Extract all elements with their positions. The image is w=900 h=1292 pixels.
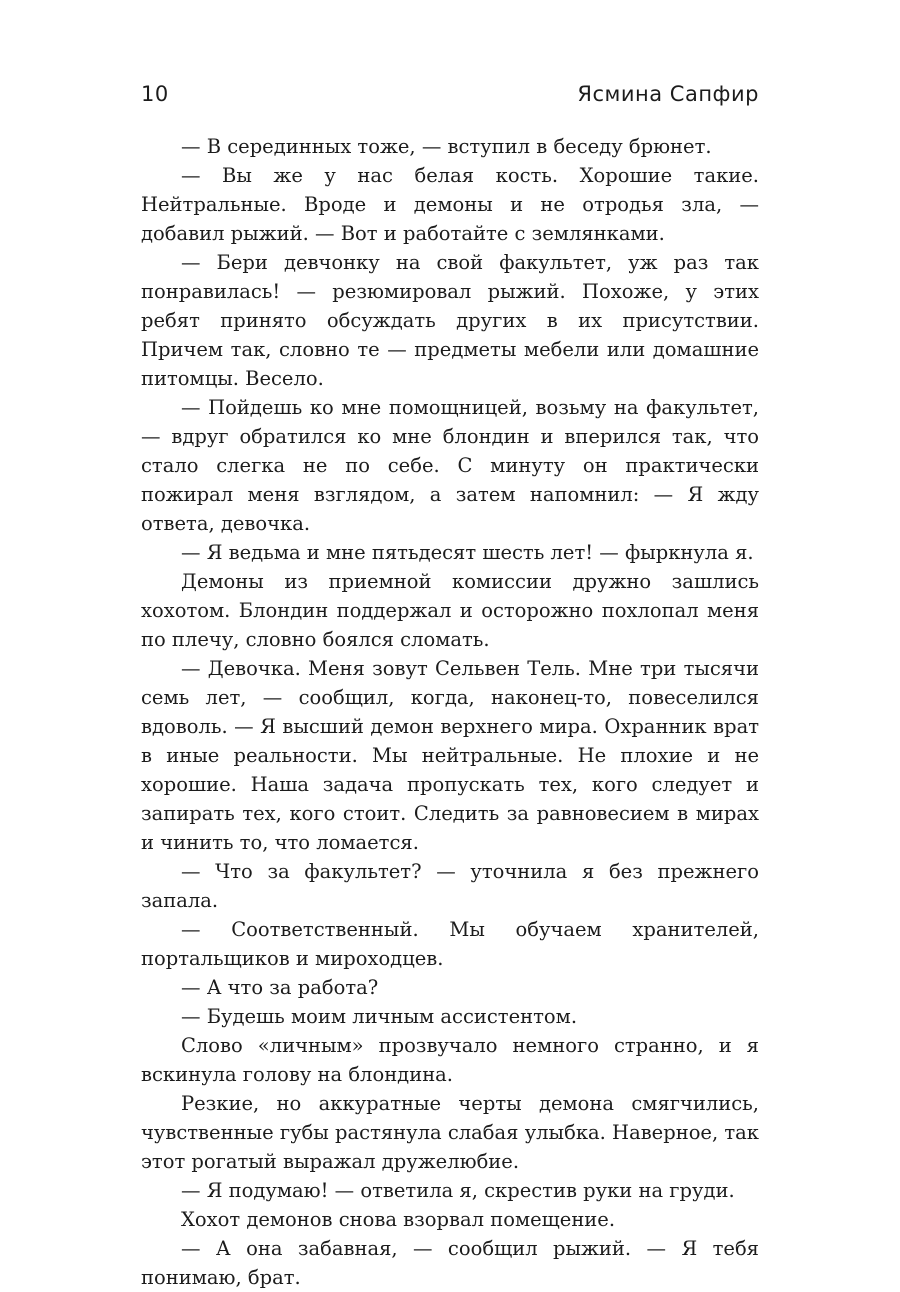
paragraph: — Соответственный. Мы обучаем хранителей, портальщиков и мироходцев.: [141, 918, 759, 970]
paragraph: Резкие, но аккуратные черты демона смягчились, чувственные губы растянула слабая улыбка. Наверное, так этот рогатый выражал дружелюбие.: [141, 1092, 759, 1173]
paragraph: — Вы же у нас белая кость. Хорошие такие. Нейтральные. Вроде и демоны и не отродья зла, — добавил рыжий. — Вот и работайте с землянками.: [141, 164, 759, 245]
book-author: Ясмина Сапфир: [577, 82, 759, 106]
paragraph: Хохот демонов снова взорвал помещение.: [181, 1208, 616, 1231]
paragraph: — Пойдешь ко мне помощницей, возьму на факультет, — вдруг обратился ко мне блондин и вперился так, что стало слегка не по себе. С минуту он практически пожирал меня взглядом, а затем напомнил: — Я жду ответа, девочка.: [141, 396, 759, 535]
paragraph: Демоны из приемной комиссии дружно зашлись хохотом. Блондин поддержал и осторожно похлопал меня по плечу, словно боялся сломать.: [141, 570, 759, 651]
page-number: 10: [141, 82, 169, 106]
paragraph: — Что за факультет? — уточнила я без прежнего запала.: [141, 860, 759, 912]
paragraph: — А она забавная, — сообщил рыжий. — Я тебя понимаю, брат.: [141, 1237, 759, 1289]
paragraph: — Я ведьма и мне пятьдесят шесть лет! — фыркнула я.: [181, 541, 754, 564]
paragraph: — Бери девчонку на свой факультет, уж раз так понравилась! — резюмировал рыжий. Похоже, у этих ребят принято обсуждать других в их присутствии. Причем так, словно те — предметы мебели или домашние питомцы. Весело.: [141, 251, 759, 390]
body-text: [141, 132, 759, 1292]
paragraph: — В серединных тоже, — вступил в беседу брюнет.: [181, 135, 712, 158]
paragraph: Слово «личным» прозвучало немного странно, и я вскинула голову на блондина.: [141, 1034, 759, 1086]
running-head: [141, 82, 759, 112]
paragraph: — Девочка. Меня зовут Сельвен Тель. Мне три тысячи семь лет, — сообщил, когда, наконец-то, повеселился вдоволь. — Я высший демон верхнего мира. Охранник врат в иные реальности. Мы нейтральные. Не плохие и не хорошие. Наша задача пропускать тех, кого следует и запирать тех, кого стоит. Следить за равновесием в мирах и чинить то, что ломается.: [141, 657, 759, 854]
paragraph: — А что за работа?: [181, 976, 379, 999]
paragraph: — Я подумаю! — ответила я, скрестив руки на груди.: [181, 1179, 735, 1202]
paragraph: — Будешь моим личным ассистентом.: [181, 1005, 578, 1028]
